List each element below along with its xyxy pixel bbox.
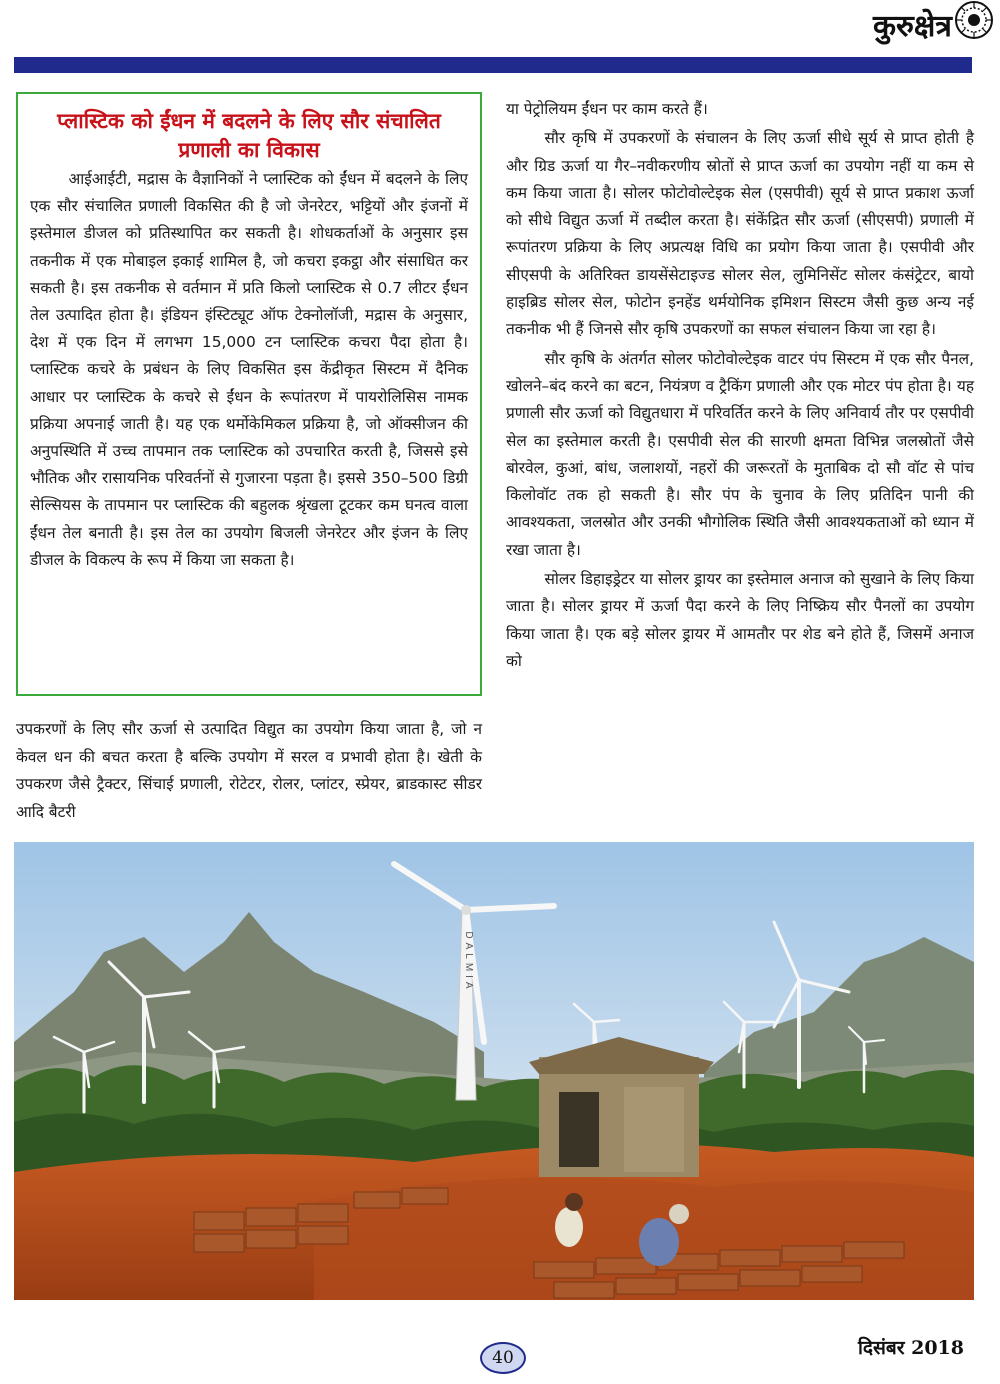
issue-date: दिसंबर 2018 [858, 1337, 964, 1359]
right-column-paragraph: सौर कृषि में उपकरणों के संचालन के लिए ऊर्जा सीधे सूर्य से प्राप्त होती है और ग्रिड ऊर्जा या गैर–नवीकरणीय स्रोतों से प्राप्त ऊर्जा का उपयोग नहीं या कम से कम किया जाता है। सोलर फोटोवोल्टेइक सेल (एसपीवी) सूर्य से प्राप्त प्रकाश ऊर्जा को सीधे विद्युत ऊर्जा में तब्दील करता है। संकेंद्रित सौर ऊर्जा (सीएसपी) प्रणाली में रूपांतरण प्रक्रिया के लिए अप्रत्यक्ष विधि का प्रयोग किया जाता है। एसपीवी और सीएसपी के अतिरिक्त डायसेंसेटाइज्ड सोलर सेल, लुमिनिसेंट सोलर कंसंट्रेटर, बायो हाइब्रिड सोलर सेल, फोटोन इनहेंड थर्मयोनिक इमिशन सिस्टम जैसी कुछ अन्य नई तकनीक भी हैं जिनसे सौर कृषि उपकरणों का सफल संचालन किया जा रहा है। [506, 129, 974, 339]
right-column-paragraph: सौर कृषि के अंतर्गत सोलर फोटोवोल्टेइक वाटर पंप सिस्टम में एक सौर पैनल, खोलने–बंद करने का बटन, नियंत्रण व ट्रैकिंग प्रणाली और एक मोटर पंप होता है। यह प्रणाली सौर ऊर्जा को विद्युतधारा में परिवर्तित करने के लिए अनिवार्य तौर पर एसपीवी सेल का इस्तेमाल करती है। एसपीवी सेल की सारणी क्षमता विभिन्न जलस्रोतों जैसे बोरवेल, कुआं, बांध, जलाशयों, नहरों की जरूरतों के मुताबिक दो सौ वॉट से पांच किलोवॉट तक हो सकती है। सौर पंप के चुनाव के लिए प्रतिदिन पानी की आवश्यकता, जलस्रोत और उनकी भौगोलिक स्थिति जैसी आवश्यकताओं को ध्यान में रखा जाता है। [506, 349, 974, 559]
sidebar-box-title: प्लास्टिक को ईंधन में बदलने के लिए सौर संचालित प्रणाली का विकास [57, 108, 441, 162]
wind-farm-photo [14, 842, 974, 1300]
right-column [506, 96, 974, 677]
thatched-hut [529, 1037, 714, 1177]
page-number: 40 [480, 1342, 526, 1374]
magazine-emblem-icon [954, 0, 994, 40]
right-column-paragraph: या पेट्रोलियम ईंधन पर काम करते हैं। [506, 100, 708, 118]
sidebar-box-body: आईआईटी, मद्रास के वैज्ञानिकों ने प्लास्टिक को ईंधन में बदलने के लिए एक सौर संचालित प्रणाली विकसित की है जो जेनरेटर, भट्टियों और इंजनों में इस्तेमाल डीजल को प्रतिस्थापित कर सकती है। शोधकर्ताओं के अनुसार इस तकनीक में एक मोबाइल इकाई शामिल है, जो कचरा इकट्ठा और संसाधित कर सकती है। इस तकनीक से वर्तमान में प्रति किलो प्लास्टिक से 0.7 लीटर ईंधन तेल उत्पादित होता है। इंडियन इंस्टिट्यूट ऑफ टेक्नोलॉजी, मद्रास के अनुसार, देश में एक दिन में लगभग 15,000 टन प्लास्टिक कचरा पैदा होता है। प्लास्टिक कचरे के प्रबंधन के लिए विकसित इस केंद्रीकृत सिस्टम में दैनिक आधार पर प्लास्टिक के कचरे से ईंधन के रूपांतरण में पायरोलिसिस नामक प्रक्रिया अपनाई जाती है। यह एक थर्मोकेमिकल प्रक्रिया है, जो ऑक्सीजन की अनुपस्थिति में उच्च तापमान तक प्लास्टिक को उपचारित करती है, जिससे इसे भौतिक और रासायनिक परिवर्तनों से गुजारना पड़ता है। इससे 350–500 डिग्री सेल्सियस के तापमान पर प्लास्टिक की बहुलक श्रृंखला टूटकर कम घनत्व वाला ईंधन तेल बनाती है। इस तेल का उपयोग बिजली जेनरेटर और इंजन के लिए डीजल के विकल्प के रूप में किया जा सकता है। [30, 170, 468, 569]
header-color-bar [14, 57, 972, 73]
sidebar-box [16, 92, 482, 696]
turbine-label: DALMIA [463, 931, 474, 993]
right-column-paragraph: सोलर डिहाइड्रेटर या सोलर ड्रायर का इस्तेमाल अनाज को सुखाने के लिए किया जाता है। सोलर ड्रायर में ऊर्जा पैदा करने के लिए निष्क्रिय सौर पैनलों का उपयोग किया जाता है। एक बड़े सोलर ड्रायर में आमतौर पर शेड बने होते हैं, जिसमें अनाज को [506, 570, 974, 670]
left-column-text: उपकरणों के लिए सौर ऊर्जा से उत्पादित विद्युत का उपयोग किया जाता है, जो न केवल धन की बचत करता है बल्कि उपयोग में सरल व प्रभावी होता है। खेती के उपकरण जैसे ट्रैक्टर, सिंचाई प्रणाली, रोटेटर, रोलर, प्लांटर, स्प्रेयर, ब्राडकास्ट सीडर आदि बैटरी [16, 720, 482, 821]
magazine-title: कुरुक्षेत्र [872, 9, 952, 44]
